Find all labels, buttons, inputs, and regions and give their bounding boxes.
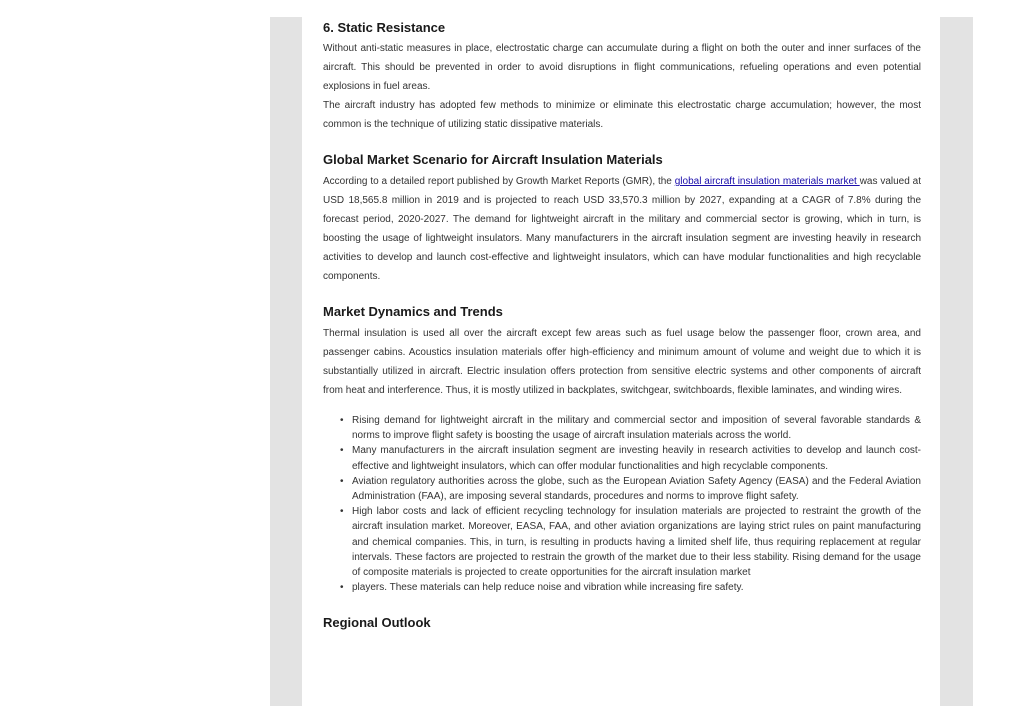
regional-outlook-heading: Regional Outlook	[323, 615, 431, 631]
global-market-text-before-link: According to a detailed report published by Growth Market Reports (GMR), the	[323, 176, 675, 187]
bullet-marker: •	[340, 415, 344, 426]
bullet-text: Many manufacturers in the aircraft insulation segment are investing heavily in research activities to develop and launch cost-effective and lightweight insulators, which can offer modular functionalities and high recyclable components.	[352, 445, 921, 472]
bullet-item	[340, 443, 921, 473]
bullet-item	[340, 474, 921, 504]
bullet-marker: •	[340, 475, 344, 487]
static-resistance-paragraph-2: The aircraft industry has adopted few methods to minimize or eliminate this electrostatic charge accumulation; however, the most common is the technique of utilizing static dissipative materials.	[323, 100, 921, 130]
bullet-marker: •	[340, 445, 344, 457]
bullet-text: players. These materials can help reduce noise and vibration while increasing fire safety.	[352, 582, 744, 594]
bullet-text: Rising demand for lightweight aircraft in the military and commercial sector and imposition of several favorable standards & norms to improve flight safety is boosting the usage of aircraft insulation materials across the world.	[352, 415, 921, 442]
bullet-marker: •	[340, 506, 344, 518]
static-resistance-paragraph-1: Without anti-static measures in place, electrostatic charge can accumulate during a flight on both the outer and inner surfaces of the aircraft. This should be prevented in order to avoid disruptions in flight communications, refueling operations and even potential explosions in fuel areas.	[323, 43, 921, 92]
global-market-report-link[interactable]: global aircraft insulation materials market	[674, 176, 860, 187]
market-dynamics-bullet-list	[323, 413, 921, 595]
static-resistance-heading: 6. Static Resistance	[323, 20, 446, 35]
market-dynamics-heading: Market Dynamics and Trends	[323, 304, 503, 319]
bullet-text: Aviation regulatory authorities across the globe, such as the European Aviation Safety Agency (EASA) and the Federal Aviation Administration (FAA), are imposing several standards, procedures and norms to improve flight safety.	[352, 475, 921, 503]
global-market-paragraph	[323, 172, 921, 286]
global-market-heading: Global Market Scenario for Aircraft Insulation Materials	[323, 152, 663, 167]
bullet-item	[340, 504, 921, 580]
bullet-item	[340, 413, 921, 443]
bullet-marker: •	[340, 582, 344, 594]
market-dynamics-paragraph: Thermal insulation is used all over the aircraft except few areas such as fuel usage below the passenger floor, crown area, and passenger cabins. Acoustics insulation materials offer high-efficiency and minimum amount of volume and weight due to which it is substantially utilized in aircraft. Electric insulation offers protection from sensitive electric systems and other components of aircraft from heat and interference. Thus, it is mostly utilized in backplates, switchgear, switchboards, flexible laminates, and winding wires.	[323, 328, 921, 396]
bullet-text: High labor costs and lack of efficient recycling technology for insulation materials are projected to restraint the growth of the aircraft insulation market. Moreover, EASA, FAA, and other aviation organizations are laying strict rules on paint manufacturing and chemical companies. This, in turn, is resulting in products having a limited shelf life, thus requiring replacement at regular intervals. These factors are projected to restrain the growth of the market due to their less stability. Rising demand for the usage of composite materials is projected to create opportunities for the aircraft insulation market	[352, 506, 921, 579]
bullet-item	[340, 580, 921, 595]
global-market-text-after-link: was valued at USD 18,565.8 million in 2019 and is projected to reach USD 33,570.3 million by 2027, expanding at a CAGR of 7.8% during the forecast period, 2020-2027. The demand for lightweight aircraft in the military and commercial sector is growing, which in turn, is boosting the usage of lightweight insulators. Many manufacturers in the aircraft insulation segment are investing heavily in research activities to develop and launch cost-effective and lightweight insulators, which can have modular functionalities and high recyclable components.	[323, 176, 922, 282]
document-content	[323, 20, 921, 635]
